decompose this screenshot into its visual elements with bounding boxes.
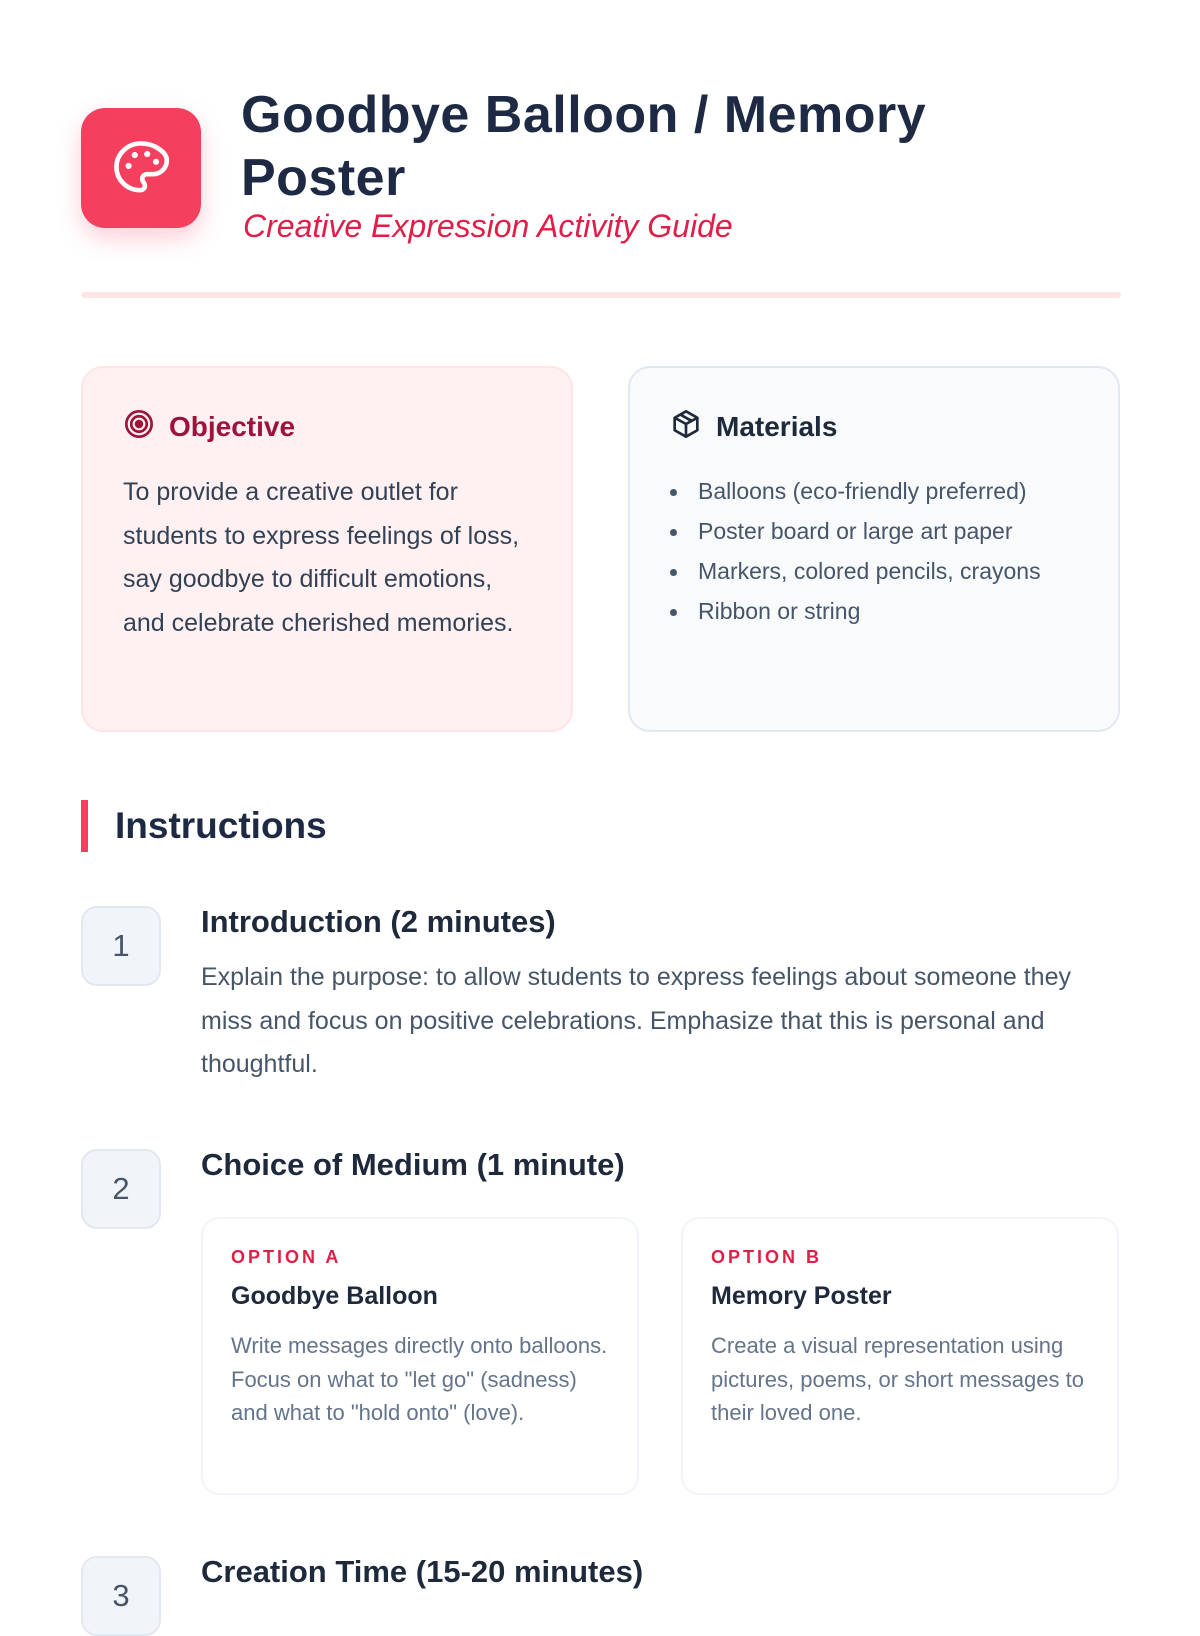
option-title: Goodbye Balloon [231, 1282, 438, 1310]
option-title: Memory Poster [711, 1282, 892, 1310]
page-subtitle: Creative Expression Activity Guide [243, 208, 733, 244]
objective-header [123, 408, 531, 445]
objective-text: To provide a creative outlet for students to express feelings of loss, say goodbye to difficult emotions, and celebrate cherished memories. [123, 478, 520, 637]
materials-card [628, 366, 1120, 732]
header-divider [81, 292, 1121, 298]
materials-list [670, 471, 1078, 631]
option-tag: OPTION A [231, 1247, 342, 1267]
materials-title: Materials [716, 410, 838, 442]
option-text: Create a visual representation using pictures, poems, or short messages to their loved one. [711, 1333, 1084, 1425]
step-body [201, 1149, 1121, 1495]
step-number: 3 [81, 1556, 161, 1636]
step-number: 1 [81, 906, 161, 986]
instructions-heading: Instructions [81, 800, 327, 852]
option-a-card [201, 1217, 639, 1495]
option-tag: OPTION B [711, 1247, 823, 1267]
materials-header [670, 408, 1078, 445]
option-text: Write messages directly onto balloons. Focus on what to "let go" (sadness) and what to "hold onto" (love). [231, 1333, 608, 1425]
step-text: Explain the purpose: to allow students to express feelings about someone they miss and focus on positive celebrations. Emphasize that this is personal and thoughtful. [201, 963, 1071, 1078]
step-title: Creation Time (15-20 minutes) [201, 1554, 644, 1589]
list-item: Ribbon or string [670, 591, 1078, 631]
list-item: Balloons (eco-friendly preferred) [670, 471, 1078, 511]
step-body [201, 906, 1121, 1087]
box-icon [670, 408, 702, 445]
step-title: Choice of Medium (1 minute) [201, 1147, 625, 1182]
list-item: Markers, colored pencils, crayons [670, 551, 1078, 591]
list-item: Poster board or large art paper [670, 511, 1078, 551]
medium-options [201, 1217, 1121, 1495]
objective-card [81, 366, 573, 732]
page-header [81, 84, 1121, 254]
target-icon [123, 408, 155, 445]
objective-title: Objective [169, 410, 296, 442]
step-body [201, 1556, 1121, 1594]
step-number: 2 [81, 1149, 161, 1229]
option-b-card [681, 1217, 1119, 1495]
palette-icon [81, 108, 201, 228]
step-title: Introduction (2 minutes) [201, 904, 556, 939]
page-title: Goodbye Balloon / Memory Poster [241, 86, 927, 207]
